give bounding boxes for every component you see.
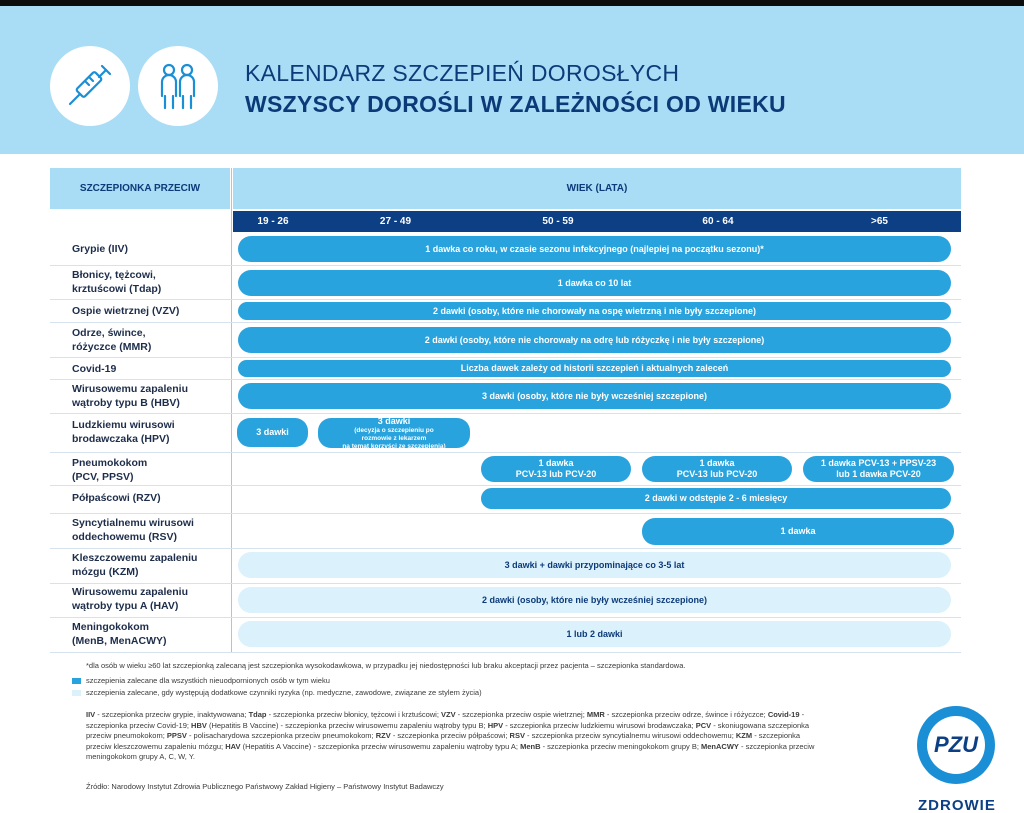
row-divider [50,452,961,453]
bar-kzm: 3 dawki + dawki przypominające co 3-5 lat [238,552,951,578]
age-group-50-59: 50 - 59 [542,216,574,227]
bar-meningococcal: 1 lub 2 dawki [238,621,951,647]
row-label-vzv: Ospie wietrznej (VZV) [72,305,180,317]
bar-hpv-27-49: 3 dawki (decyzja o szczepieniu po rozmowie z lekarzem na temat korzyści ze szczepienia) [318,418,470,448]
row-divider [50,322,961,323]
column-header-age: WIEK (LATA) [233,168,961,209]
legend-text-recommended-risk: szczepienia zalecane, gdy występują dodatkowe czynniki ryzyka (np. medyczne, zawodowe, związane ze stylem życia) [86,688,482,697]
legend-swatch-recommended-risk [72,690,81,696]
row-label-mmr: Odrze, śwince, różyczce (MMR) [72,327,152,353]
bar-pneumococcal-60-64: 1 dawka PCV-13 lub PCV-20 [642,456,792,482]
row-label-pneumococcal: Pneumokokom (PCV, PPSV) [72,457,148,483]
bar-flu: 1 dawka co roku, w czasie sezonu infekcyjnego (najlepiej na początku sezonu)* [238,236,951,262]
row-divider [50,652,961,653]
bar-hav: 2 dawki (osoby, które nie były wcześniej szczepione) [238,587,951,613]
legend-swatch-recommended-all [72,678,81,684]
row-label-flu: Grypie (IIV) [72,243,129,255]
bar-pneumococcal-65-plus: 1 dawka PCV-13 + PPSV-23 lub 1 dawka PCV-20 [803,456,954,482]
people-icon-circle [138,46,218,126]
bar-pneumococcal-50-59: 1 dawka PCV-13 lub PCV-20 [481,456,631,482]
bar-hbv: 3 dawki (osoby, które nie były wcześniej szczepione) [238,383,951,409]
row-label-covid: Covid-19 [72,363,117,375]
row-divider [50,357,961,358]
abbreviations: IIV - szczepionka przeciw grypie, inaktywowana; Tdap - szczepionka przeciw błonicy, tężcowi i krztuścowi; VZV - szczepionka przeciw ospie wietrznej; MMR - szczepionka przeciw odrze, śwince i różyczce; Covid-19 - szczepionka przeciw Covid-19; HBV (Hepatitis B Vaccine) - szczepionka przeciw wirusowemu zapaleniu wątroby typu B; HPV - szczepionka przeciw ludzkiemu wirusowi brodawczaka; PCV - skoniugowana szczepionka przeciw pneumokokom; PPSV - polisacharydowa szczepionka przeciw pneumokokom; RZV - szczepionka przeciw półpaścowi; RSV - szczepionka przeciw syncytialnemu wirusowi oddechowemu; KZM - szczepionka przeciw kleszczowemu zapaleniu mózgu; HAV (Hepatitis A Vaccine) - szczepionka przeciw wirusowemu zapaleniu wątroby typu A; MenB - szczepionka przeciw meningokokom grupy B; MenACWY - szczepionka przeciw meningokokom grupy A, C, W, Y. [86,710,815,761]
row-divider [50,617,961,618]
row-divider [50,583,961,584]
row-divider [50,413,961,414]
page-title: KALENDARZ SZCZEPIEŃ DOROSŁYCH [245,60,680,86]
row-divider [50,548,961,549]
row-label-meningococcal: Meningokokom (MenB, MenACWY) [72,621,167,647]
age-group-19-26: 19 - 26 [257,216,289,227]
row-label-rsv: Syncytialnemu wirusowi oddechowemu (RSV) [72,517,194,543]
pzu-logo-mark: PZU [934,732,978,757]
age-group-60-64: 60 - 64 [702,216,734,227]
age-group-bar [233,211,961,232]
row-label-hbv: Wirusowemu zapaleniu wątroby typu B (HBV) [72,383,189,409]
row-label-tdap: Błonicy, tężcowi, krztuścowi (Tdap) [72,269,162,295]
source-note: Źródło: Narodowy Instytut Zdrowia Publicznego Państwowy Zakład Higieny – Państwowy Instytut Badawczy [86,782,444,791]
bar-covid: Liczba dawek zależy od historii szczepień i aktualnych zaleceń [238,360,951,377]
row-divider [50,265,961,266]
age-group-27-49: 27 - 49 [379,216,412,227]
row-label-hav: Wirusowemu zapaleniu wątroby typu A (HAV) [72,586,189,612]
row-divider [50,513,961,514]
column-header-vaccine: SZCZEPIONKA PRZECIW [50,168,230,209]
legend-text-recommended-all: szczepienia zalecane dla wszystkich nieuodpornionych osób w tym wieku [86,676,330,685]
pzu-logo [917,706,995,784]
row-divider [50,379,961,380]
page-subtitle: WSZYSCY DOROŚLI W ZALEŻNOŚCI OD WIEKU [245,91,786,117]
row-divider [50,485,961,486]
footnote: *dla osób w wieku ≥60 lat szczepionką zalecaną jest szczepionka wysokodawkowa, w przypadku jej niedostępności lub braku akceptacji przez pacjenta – szczepionka standardowa. [86,661,686,670]
age-group-65-plus: >65 [871,216,888,227]
row-label-hpv: Ludzkiemu wirusowi brodawczaka (HPV) [72,419,175,445]
column-divider [231,168,232,652]
syringe-icon-circle [50,46,130,126]
bar-rsv: 1 dawka [642,518,954,545]
row-label-kzm: Kleszczowemu zapaleniu mózgu (KZM) [72,552,198,578]
bar-vzv: 2 dawki (osoby, które nie chorowały na ospę wietrzną i nie były szczepione) [238,302,951,320]
bar-mmr: 2 dawki (osoby, które nie chorowały na odrę lub różyczkę i nie były szczepione) [238,327,951,353]
bar-rzv: 2 dawki w odstępie 2 - 6 miesięcy [481,488,951,509]
people-icon [138,46,218,126]
syringe-icon [50,46,130,126]
bar-hpv-19-26: 3 dawki [237,418,308,447]
pzu-logo-inner [927,716,985,774]
row-label-rzv: Półpaścowi (RZV) [72,492,161,504]
pzu-zdrowie-label: ZDROWIE [918,797,996,813]
row-divider [50,299,961,300]
bar-tdap: 1 dawka co 10 lat [238,270,951,296]
